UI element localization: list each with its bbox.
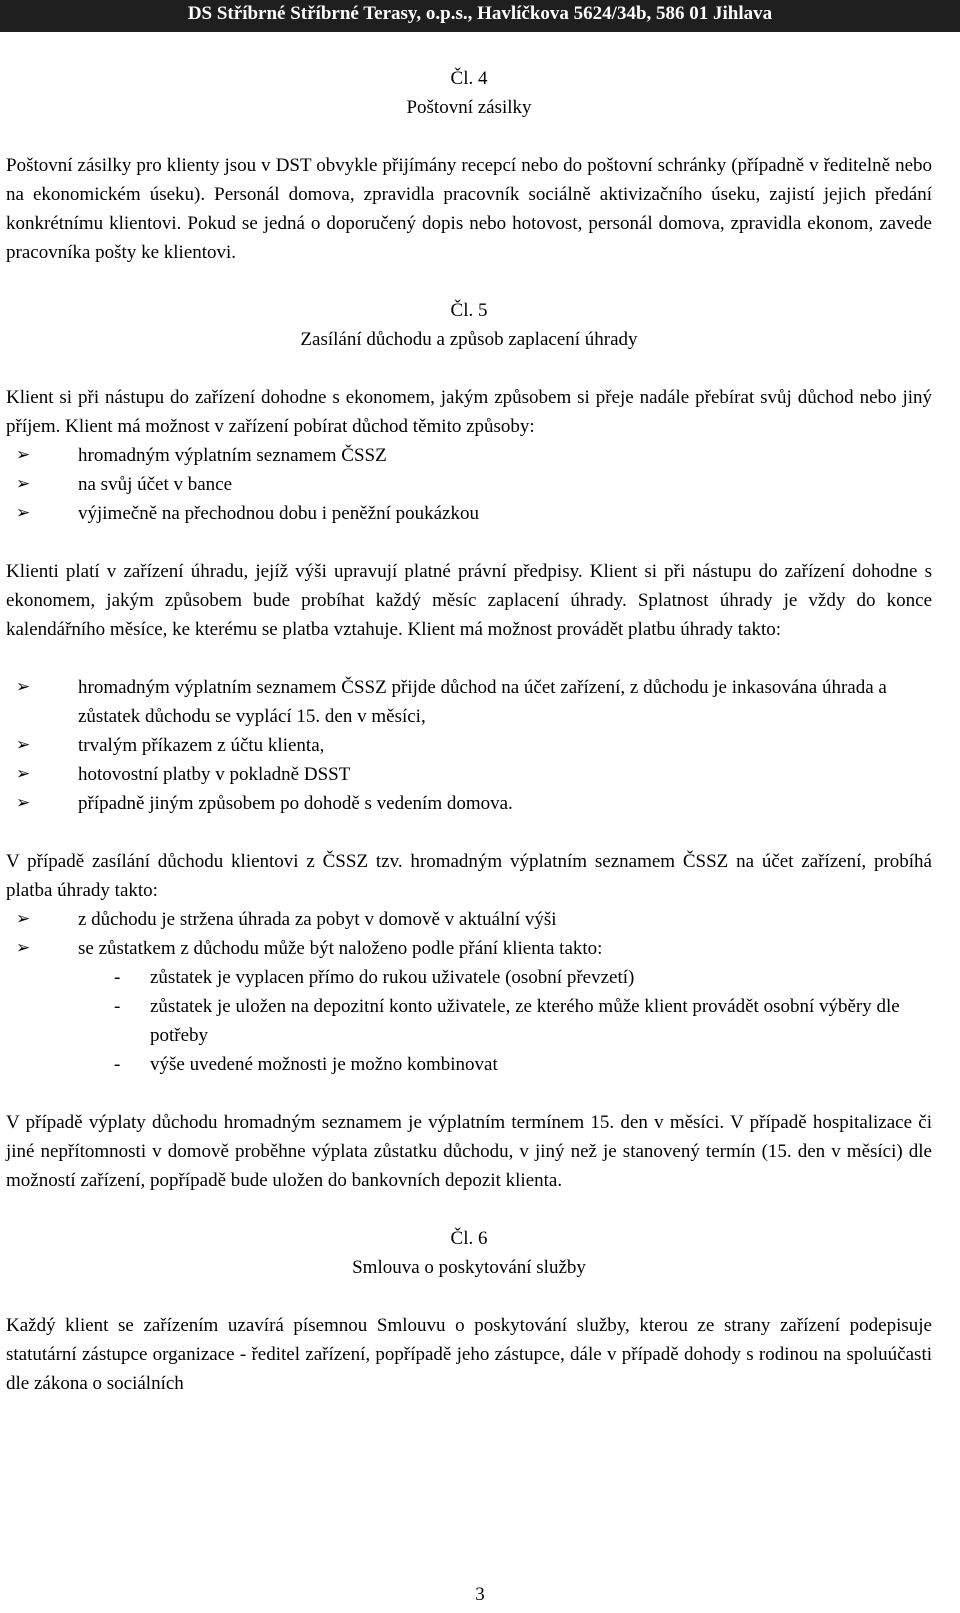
article-6-paragraph: Každý klient se zařízením uzavírá písemnou Smlouvu o poskytování služby, kterou ze strany zařízení podepisuje statutární zástupce organizace - ředitel zařízení, popřípadě jeho zástupce, dále v případě dohody s rodinou na spoluúčasti dle zákona o sociálních [6,1315,932,1394]
list-item: ➢ se zůstatkem z důchodu může být naloženo podle přání klienta takto: [16,934,932,963]
article-6-number: Čl. 6 [450,1228,488,1249]
payment-intro-paragraph: Klienti platí v zařízení úhradu, jejíž výši upravují platné právní předpisy. Klient si při nástupu do zařízení dohodne s ekonomem, jakým způsobem bude probíhat každý měsíc zaplacení úhrady. Splatnost úhrady je vždy do konce kalendářního měsíce, ke kterému se platba vztahuje. Klient má možnost provádět platbu úhrady takto: [6,561,932,640]
arrow-bullet-icon: ➢ [16,735,31,755]
article-5-number: Čl. 5 [450,300,488,321]
article-4-paragraph: Poštovní zásilky pro klienty jsou v DST obvykle přijímány recepcí nebo do poštovní schránky (případně v ředitelně nebo na ekonomickém úseku). Personál domova, zpravidla pracovník sociálně aktivizačního úseku, zajistí jejich předání konkrétnímu klientovi. Pokud se jedná o doporučený dopis nebo hotovost, personál domova, zpravidla ekonom, zavede pracovníka pošty ke klientovi. [6,155,932,263]
list-item: ➢ případně jiným způsobem po dohodě s vedením domova. [16,789,932,818]
arrow-bullet-icon: ➢ [16,474,31,494]
arrow-bullet-icon: ➢ [16,793,31,813]
article-5-closing: V případě výplaty důchodu hromadným seznamem je výplatním termínem 15. den v měsíci. V případě hospitalizace či jiné nepřítomnosti v domově proběhne výplata zůstatku důchodu, v jiný než je stanovený termín (15. den v měsíci) dle možností zařízení, popřípadě bude uložen do bankovních depozit klienta. [6,1112,932,1191]
arrow-bullet-icon: ➢ [16,445,31,465]
list-item: ➢ hromadným výplatním seznamem ČSSZ přijde důchod na účet zařízení, z důchodu je inkasována úhrada a zůstatek důchodu se vyplácí 15. den v měsíci, [16,673,932,731]
article-6-title: Smlouva o poskytování služby [352,1257,586,1278]
arrow-bullet-icon: ➢ [16,938,31,958]
document-header: DS Stříbrné Stříbrné Terasy, o.p.s., Havlíčkova 5624/34b, 586 01 Jihlava [0,0,960,32]
article-4-title: Poštovní zásilky [406,97,532,118]
article-4-number: Čl. 4 [450,68,488,89]
cssz-intro-paragraph: V případě zasílání důchodu klientovi z ČSSZ tzv. hromadným výplatním seznamem ČSSZ na účet zařízení, probíhá platba úhrady takto: [6,851,932,901]
payment-methods-list [6,673,932,818]
article-5-title: Zasílání důchodu a způsob zaplacení úhrady [300,329,638,350]
arrow-bullet-icon: ➢ [16,764,31,784]
list-item: - výše uvedené možnosti je možno kombinovat [114,1054,498,1075]
pension-methods-list [6,441,932,528]
list-item: ➢ hromadným výplatním seznamem ČSSZ [16,441,932,470]
document-page [6,64,932,1398]
page-number: 3 [475,1584,485,1605]
list-item: ➢ výjimečně na přechodnou dobu i peněžní poukázkou [16,499,932,528]
arrow-bullet-icon: ➢ [16,677,31,697]
list-item: ➢ hotovostní platby v pokladně DSST [16,760,932,789]
arrow-bullet-icon: ➢ [16,909,31,929]
arrow-bullet-icon: ➢ [16,503,31,523]
list-item: ➢ z důchodu je stržena úhrada za pobyt v domově v aktuální výši [16,905,932,934]
list-item: ➢ trvalým příkazem z účtu klienta, [16,731,932,760]
list-item: - zůstatek je uložen na depozitní konto uživatele, ze kterého může klient provádět osobní výběry dle potřeby [114,996,900,1046]
list-item: ➢ na svůj účet v bance [16,470,932,499]
list-item: - zůstatek je vyplacen přímo do rukou uživatele (osobní převzetí) [114,967,635,988]
cssz-steps-list [6,905,932,963]
remainder-options-list [6,963,932,1079]
article-5-intro: Klient si při nástupu do zařízení dohodne s ekonomem, jakým způsobem si přeje nadále přebírat svůj důchod nebo jiný příjem. Klient má možnost v zařízení pobírat důchod těmito způsoby: [6,387,932,437]
